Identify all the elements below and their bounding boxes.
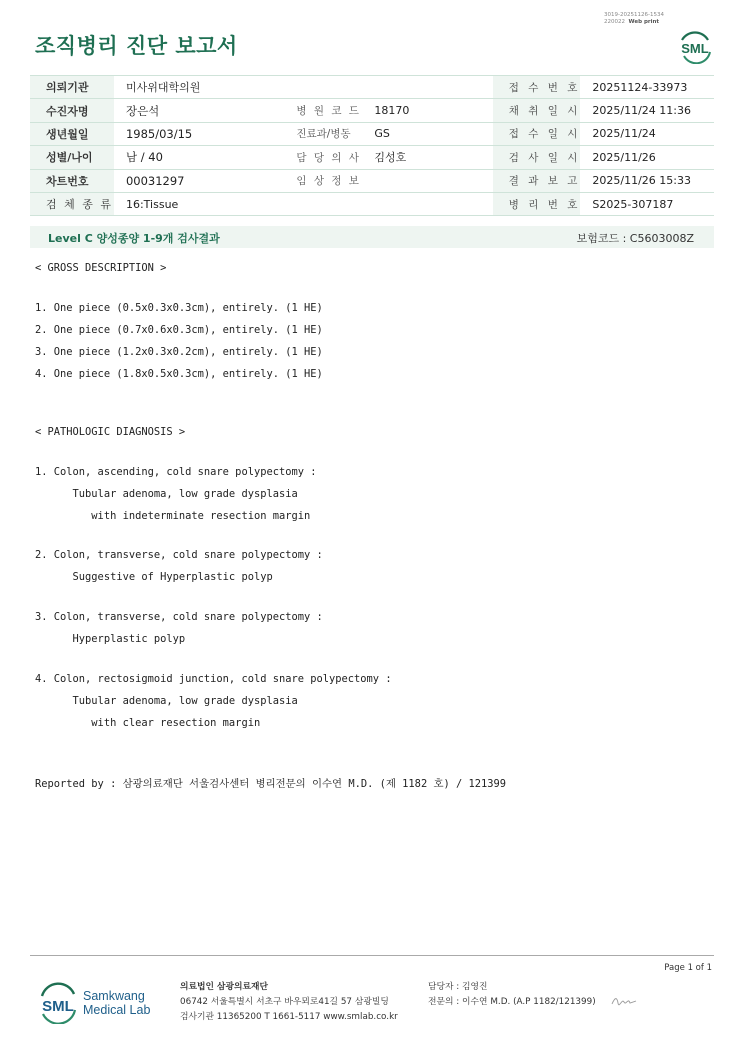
- level-label: Level C 양성종양 1-9개 검사결과: [48, 232, 220, 245]
- value-result-report: 2025/11/26 15:33: [580, 169, 714, 192]
- diagnosis-1-site: 1. Colon, ascending, cold snare polypectomy :: [35, 466, 317, 478]
- footer-brand-line2: Medical Lab: [83, 1003, 151, 1017]
- diagnosis-4-site: 4. Colon, rectosigmoid junction, cold snare polypectomy :: [35, 673, 392, 685]
- diagnosis-1-finding: Tubular adenoma, low grade dysplasia: [35, 488, 298, 500]
- sml-logo-icon: [676, 26, 714, 64]
- value-department: GS: [362, 122, 492, 145]
- insurance-code: 보험코드 : C5603008Z: [576, 232, 694, 245]
- diagnosis-4-finding: Tubular adenoma, low grade dysplasia: [35, 695, 298, 707]
- print-id: [604, 12, 664, 26]
- value-hospital-code: 18170: [362, 99, 492, 122]
- footer-org-name: 의료법인 삼광의료재단: [180, 982, 269, 992]
- value-birth-date: 1985/03/15: [114, 122, 280, 145]
- value-clinical-info: [362, 169, 492, 192]
- diagnosis-2-finding: Suggestive of Hyperplastic polyp: [35, 571, 273, 583]
- footer-divider: [30, 955, 714, 956]
- label-department: 진료과/병동: [280, 122, 362, 145]
- sml-logo-text: SML: [681, 41, 709, 56]
- value-receipt-date: 2025/11/24: [580, 122, 714, 145]
- footer-staff-specialist: 전문의 : 이수연 M.D. (A.P 1182/121399): [428, 997, 596, 1007]
- footer-address: 06742 서울특별시 서초구 바우뫼로41길 57 삼광빌딩: [180, 997, 389, 1007]
- label-patient-name: 수진자명: [30, 99, 114, 122]
- diagnosis-3-site: 3. Colon, transverse, cold snare polypectomy :: [35, 611, 323, 623]
- label-result-report: 결 과 보 고: [493, 169, 581, 192]
- value-pathology-no: S2025-307187: [580, 192, 714, 215]
- label-hospital-code: 병 원 코 드: [280, 99, 362, 122]
- report-title: 조직병리 진단 보고서: [35, 34, 238, 58]
- label-collection-time: 채 취 일 시: [493, 99, 581, 122]
- gross-item: 2. One piece (0.7x0.6x0.3cm), entirely. (1 HE): [35, 324, 323, 336]
- label-chart-no: 차트번호: [30, 169, 114, 192]
- label-requesting-org: 의뢰기관: [30, 76, 114, 99]
- value-receipt-no: 20251124-33973: [580, 76, 714, 99]
- value-collection-time: 2025/11/24 11:36: [580, 99, 714, 122]
- diagnosis-header: < PATHOLOGIC DIAGNOSIS >: [35, 426, 186, 438]
- label-receipt-date: 접 수 일 시: [493, 122, 581, 145]
- value-chart-no: 00031297: [114, 169, 280, 192]
- footer-brand-line1: Samkwang: [83, 989, 145, 1003]
- signature-icon: [610, 995, 638, 1007]
- label-receipt-no: 접 수 번 호: [493, 76, 581, 99]
- diagnosis-2-site: 2. Colon, transverse, cold snare polypectomy :: [35, 549, 323, 561]
- footer-logo-text: SML: [42, 998, 74, 1015]
- reported-by: Reported by : 삼광의료재단 서울검사센터 병리전문의 이수연 M.D. (제 1182 호) / 121399: [35, 778, 507, 790]
- gross-item: 4. One piece (1.8x0.5x0.3cm), entirely. (1 HE): [35, 368, 323, 380]
- footer-brand: [83, 989, 150, 1017]
- value-doctor: 김성호: [362, 146, 492, 169]
- label-pathology-no: 병 리 번 호: [493, 192, 581, 215]
- label-test-date: 검 사 일 시: [493, 146, 581, 169]
- footer-staff-info: [428, 980, 596, 1010]
- table-row: [30, 192, 714, 215]
- level-bar: [30, 226, 714, 248]
- table-row: [30, 122, 714, 145]
- footer-contact: 검사기관 11365200 T 1661-5117 www.smlab.co.kr: [180, 1012, 398, 1022]
- print-id-type: Web print: [628, 19, 660, 25]
- value-requesting-org: 미사위대학의원: [114, 76, 493, 99]
- print-id-code: 220022: [604, 19, 625, 25]
- table-row: [30, 146, 714, 169]
- value-sex-age: 남 / 40: [114, 146, 280, 169]
- footer-org-info: [180, 980, 398, 1025]
- label-clinical-info: 임 상 정 보: [280, 169, 362, 192]
- gross-header: < GROSS DESCRIPTION >: [35, 262, 167, 274]
- table-row: [30, 76, 714, 99]
- diagnosis-1-margin: with indeterminate resection margin: [35, 510, 311, 522]
- footer-sml-logo-icon: [37, 980, 79, 1024]
- value-specimen-type: 16:Tissue: [114, 192, 493, 215]
- patient-info-table: [30, 75, 714, 216]
- label-doctor: 담 당 의 사: [280, 146, 362, 169]
- label-specimen-type: 검 체 종 류: [30, 192, 114, 215]
- label-sex-age: 성별/나이: [30, 146, 114, 169]
- gross-item: 1. One piece (0.5x0.3x0.3cm), entirely. (1 HE): [35, 302, 323, 314]
- value-patient-name: 장은석: [114, 99, 280, 122]
- diagnosis-4-margin: with clear resection margin: [35, 717, 261, 729]
- label-birth-date: 생년월일: [30, 122, 114, 145]
- table-row: [30, 169, 714, 192]
- value-test-date: 2025/11/26: [580, 146, 714, 169]
- footer-staff-manager: 담당자 : 김영진: [428, 982, 488, 992]
- diagnosis-3-finding: Hyperplastic polyp: [35, 633, 186, 645]
- gross-item: 3. One piece (1.2x0.3x0.2cm), entirely. (1 HE): [35, 346, 323, 358]
- print-id-line1: 3019-20251126-1534: [604, 12, 664, 18]
- page-number: Page 1 of 1: [664, 963, 712, 973]
- print-id-line2: [604, 19, 664, 26]
- table-row: [30, 99, 714, 122]
